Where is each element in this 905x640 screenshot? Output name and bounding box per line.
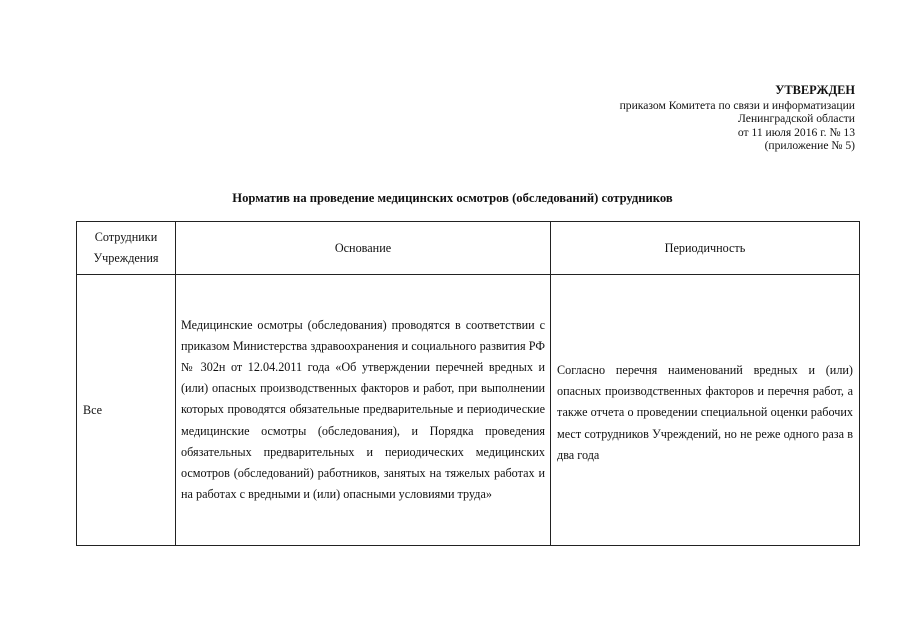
cell-basis: Медицинские осмотры (обследования) проводятся в соответствии с приказом Министерства здравоохранения и социального развития РФ № 302н от 12.04.2011 года «Об утверждении перечней вредных и (или) опасных производственных факторов и работ, при выполнении которых проводятся обязательные предварительные и периодические медицинские осмотры (обследования), и Порядка проведения обязательных предварительных и периодических медицинских осмотров (обследований) работников, занятых на тяжелых работах и на работах с вредными и (или) опасными условиями труда»	[176, 275, 551, 546]
table-row	[77, 275, 860, 546]
cell-period-wrap	[551, 275, 860, 546]
cell-staff: Все	[77, 275, 176, 546]
approval-stamp: УТВЕРЖДЕН	[775, 83, 855, 97]
norm-table	[76, 221, 860, 546]
approval-line-date: от 11 июля 2016 г. № 13	[737, 125, 855, 139]
approval-line-appendix: (приложение № 5)	[764, 138, 855, 152]
document-title: Норматив на проведение медицинских осмотров (обследований) сотрудников	[232, 191, 673, 205]
cell-period: Согласно перечня наименований вредных и (или) опасных производственных факторов и перечня работ, а также отчета о проведении специальной оценки рабочих мест сотрудников Учреждений, но не реже одного раза в два года	[557, 362, 853, 462]
table-header-row	[77, 222, 860, 275]
column-header-period: Периодичность	[551, 222, 860, 275]
column-header-staff: Сотрудники Учреждения	[77, 222, 176, 275]
column-header-basis: Основание	[176, 222, 551, 275]
approval-line-order: приказом Комитета по связи и информатизации	[619, 99, 855, 113]
approval-block	[525, 84, 855, 152]
approval-line-region: Ленинградской области	[738, 112, 855, 126]
